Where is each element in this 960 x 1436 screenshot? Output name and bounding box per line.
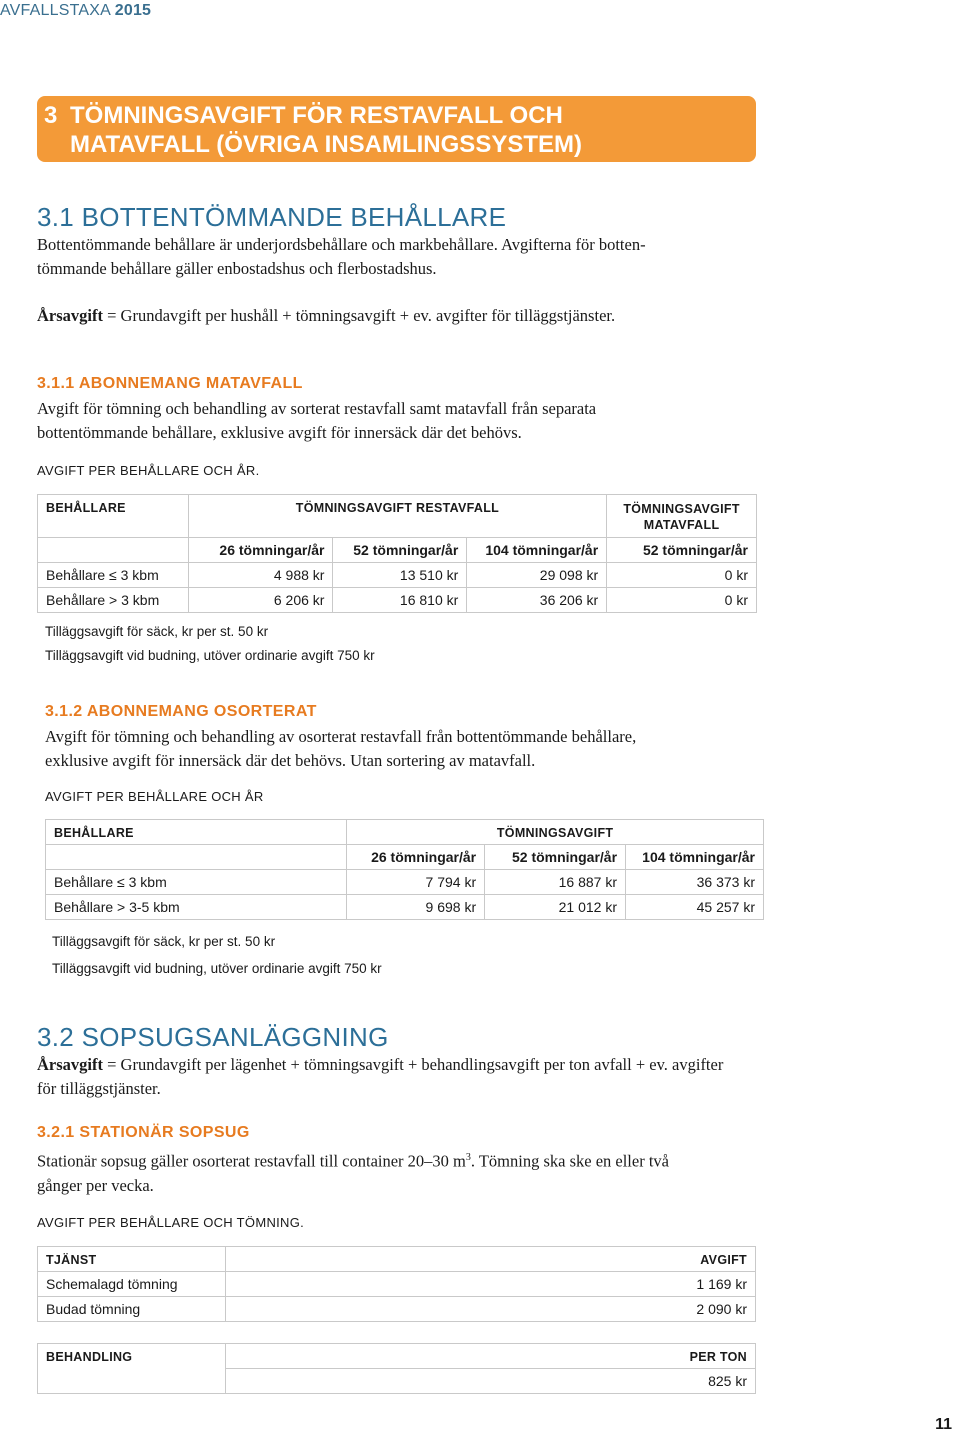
table-subheader-row bbox=[46, 845, 764, 870]
header-title: AVFALLSTAXA bbox=[0, 2, 111, 19]
cell-value: 29 098 kr bbox=[467, 563, 607, 588]
cell-value: 13 510 kr bbox=[333, 563, 467, 588]
intro-line1: Bottentömmande behållare är underjordsbehållare och markbehållare. Avgifterna för botten- bbox=[37, 235, 646, 254]
col-header-mat-line1: TÖMNINGSAVGIFT bbox=[623, 502, 740, 516]
subheader-104: 104 tömningar/år bbox=[467, 538, 607, 563]
intro-paragraph bbox=[37, 233, 646, 281]
s312-paragraph bbox=[45, 725, 636, 773]
cell-value: 36 206 kr bbox=[467, 588, 607, 613]
s312-line1: Avgift för tömning och behandling av osorterat restavfall från bottentömmande behållare, bbox=[45, 727, 637, 746]
cell-value: 16 810 kr bbox=[333, 588, 467, 613]
s32-formula-line2: för tilläggstjänster. bbox=[37, 1079, 161, 1098]
note-budning: Tilläggsavgift vid budning, utöver ordinarie avgift 750 kr bbox=[45, 648, 375, 663]
heading-3-2-1: 3.2.1 STATIONÄR SOPSUG bbox=[37, 1124, 250, 1141]
col-header-treatment: BEHANDLING bbox=[38, 1344, 226, 1394]
cell-value: 21 012 kr bbox=[485, 895, 626, 920]
section-title-line1: TÖMNINGSAVGIFT FÖR RESTAVFALL OCH bbox=[70, 102, 563, 129]
table-header-row bbox=[38, 495, 757, 538]
section-number: 3 bbox=[44, 102, 58, 129]
cell-value: 45 257 kr bbox=[626, 895, 764, 920]
table-osorterat bbox=[45, 819, 764, 920]
s311-paragraph bbox=[37, 397, 596, 445]
col-header-per-ton: PER TON bbox=[225, 1344, 755, 1369]
subheader-empty bbox=[46, 845, 347, 870]
annual-fee-formula bbox=[37, 304, 615, 328]
section-banner bbox=[37, 96, 756, 162]
col-header-service: TJÄNST bbox=[38, 1247, 226, 1272]
subheader-26: 26 tömningar/år bbox=[347, 845, 485, 870]
s321-paragraph bbox=[37, 1146, 669, 1198]
subheader-mat-52: 52 tömningar/år bbox=[607, 538, 757, 563]
s32-formula-line1 bbox=[37, 1053, 723, 1077]
col-header-rest: TÖMNINGSAVGIFT RESTAVFALL bbox=[188, 495, 606, 538]
table-row bbox=[46, 895, 764, 920]
row-label: Behållare > 3 kbm bbox=[38, 588, 189, 613]
col-header-container: BEHÅLLARE bbox=[38, 495, 189, 538]
subheader-52: 52 tömningar/år bbox=[485, 845, 626, 870]
table-row bbox=[38, 1297, 756, 1322]
s311-line2: bottentömmande behållare, exklusive avgift för innersäck där det behövs. bbox=[37, 423, 522, 442]
row-label: Budad tömning bbox=[38, 1297, 226, 1322]
header-year: 2015 bbox=[114, 2, 152, 19]
table-row bbox=[38, 563, 757, 588]
cell-value: 1 169 kr bbox=[225, 1272, 755, 1297]
s312-caption: AVGIFT PER BEHÅLLARE OCH ÅR bbox=[45, 789, 264, 804]
heading-3-2: 3.2 SOPSUGSANLÄGGNING bbox=[37, 1022, 389, 1052]
s312-line2: exklusive avgift för innersäck där det behövs. Utan sortering av matavfall. bbox=[45, 751, 536, 770]
heading-3-1: 3.1 BOTTENTÖMMANDE BEHÅLLARE bbox=[37, 202, 507, 232]
s312-notes bbox=[52, 928, 382, 982]
subheader-52: 52 tömningar/år bbox=[333, 538, 467, 563]
formula-text: = Grundavgift per lägenhet + tömningsavgift + behandlingsavgift per ton avfall + ev. avgifter bbox=[102, 1055, 724, 1074]
intro-line2: tömmande behållare gäller enbostadshus och flerbostadshus. bbox=[37, 259, 437, 278]
table-header-row bbox=[38, 1247, 756, 1272]
cell-value: 9 698 kr bbox=[347, 895, 485, 920]
s321-caption: AVGIFT PER BEHÅLLARE OCH TÖMNING. bbox=[37, 1215, 305, 1230]
s311-caption: AVGIFT PER BEHÅLLARE OCH ÅR. bbox=[37, 463, 260, 478]
s32-formula bbox=[37, 1053, 723, 1101]
table-row bbox=[38, 1272, 756, 1297]
cell-value: 4 988 kr bbox=[188, 563, 333, 588]
heading-3-1-2: 3.1.2 ABONNEMANG OSORTERAT bbox=[45, 703, 317, 720]
cell-value: 6 206 kr bbox=[188, 588, 333, 613]
heading-3-1-1: 3.1.1 ABONNEMANG MATAVFALL bbox=[37, 375, 303, 392]
col-header-container: BEHÅLLARE bbox=[46, 820, 347, 845]
note-sack: Tilläggsavgift för säck, kr per st. 50 kr bbox=[45, 624, 269, 639]
formula-term: Årsavgift bbox=[37, 1055, 103, 1074]
s311-line1: Avgift för tömning och behandling av sorterat restavfall samt matavfall från separata bbox=[37, 399, 597, 418]
s321-line1 bbox=[37, 1146, 669, 1174]
col-header-fee: TÖMNINGSAVGIFT bbox=[347, 820, 764, 845]
s311-notes bbox=[45, 620, 375, 668]
subheader-104: 104 tömningar/år bbox=[626, 845, 764, 870]
row-label: Behållare ≤ 3 kbm bbox=[38, 563, 189, 588]
col-header-mat-line2: MATAVFALL bbox=[643, 518, 720, 532]
table-row bbox=[46, 870, 764, 895]
s321-line2: gånger per vecka. bbox=[37, 1175, 154, 1195]
s321-line1-start: Stationär sopsug gäller osorterat restavfall till container 20–30 m bbox=[37, 1151, 466, 1171]
table-header-row bbox=[38, 1344, 756, 1369]
page-number: 11 bbox=[935, 1416, 952, 1433]
cell-value: 36 373 kr bbox=[626, 870, 764, 895]
table-header-row bbox=[46, 820, 764, 845]
table-row bbox=[38, 588, 757, 613]
section-title-line2: MATAVFALL (ÖVRIGA INSAMLINGSSYSTEM) bbox=[70, 131, 582, 158]
subheader-empty bbox=[38, 538, 189, 563]
running-header bbox=[0, 2, 151, 20]
table-behandling bbox=[37, 1343, 756, 1394]
row-label: Schemalagd tömning bbox=[38, 1272, 226, 1297]
col-header-fee: AVGIFT bbox=[225, 1247, 755, 1272]
cell-value: 825 kr bbox=[225, 1369, 755, 1394]
formula-term: Årsavgift bbox=[37, 306, 103, 325]
s321-line1-end: . Tömning ska ske en eller två bbox=[470, 1151, 669, 1171]
row-label: Behållare ≤ 3 kbm bbox=[46, 870, 347, 895]
cell-value: 7 794 kr bbox=[347, 870, 485, 895]
subheader-26: 26 tömningar/år bbox=[188, 538, 333, 563]
cell-value: 16 887 kr bbox=[485, 870, 626, 895]
table-stationar bbox=[37, 1246, 756, 1322]
cell-value: 2 090 kr bbox=[225, 1297, 755, 1322]
cell-value: 0 kr bbox=[607, 588, 757, 613]
col-header-mat bbox=[607, 495, 757, 538]
cell-value: 0 kr bbox=[607, 563, 757, 588]
note-sack: Tilläggsavgift för säck, kr per st. 50 kr bbox=[52, 934, 276, 949]
formula-text: = Grundavgift per hushåll + tömningsavgift + ev. avgifter för tilläggstjänster. bbox=[102, 306, 616, 325]
table-subheader-row bbox=[38, 538, 757, 563]
s321-superscript: 3 bbox=[465, 1152, 471, 1163]
note-budning: Tilläggsavgift vid budning, utöver ordinarie avgift 750 kr bbox=[52, 961, 382, 976]
row-label: Behållare > 3-5 kbm bbox=[46, 895, 347, 920]
table-matavfall bbox=[37, 494, 757, 613]
